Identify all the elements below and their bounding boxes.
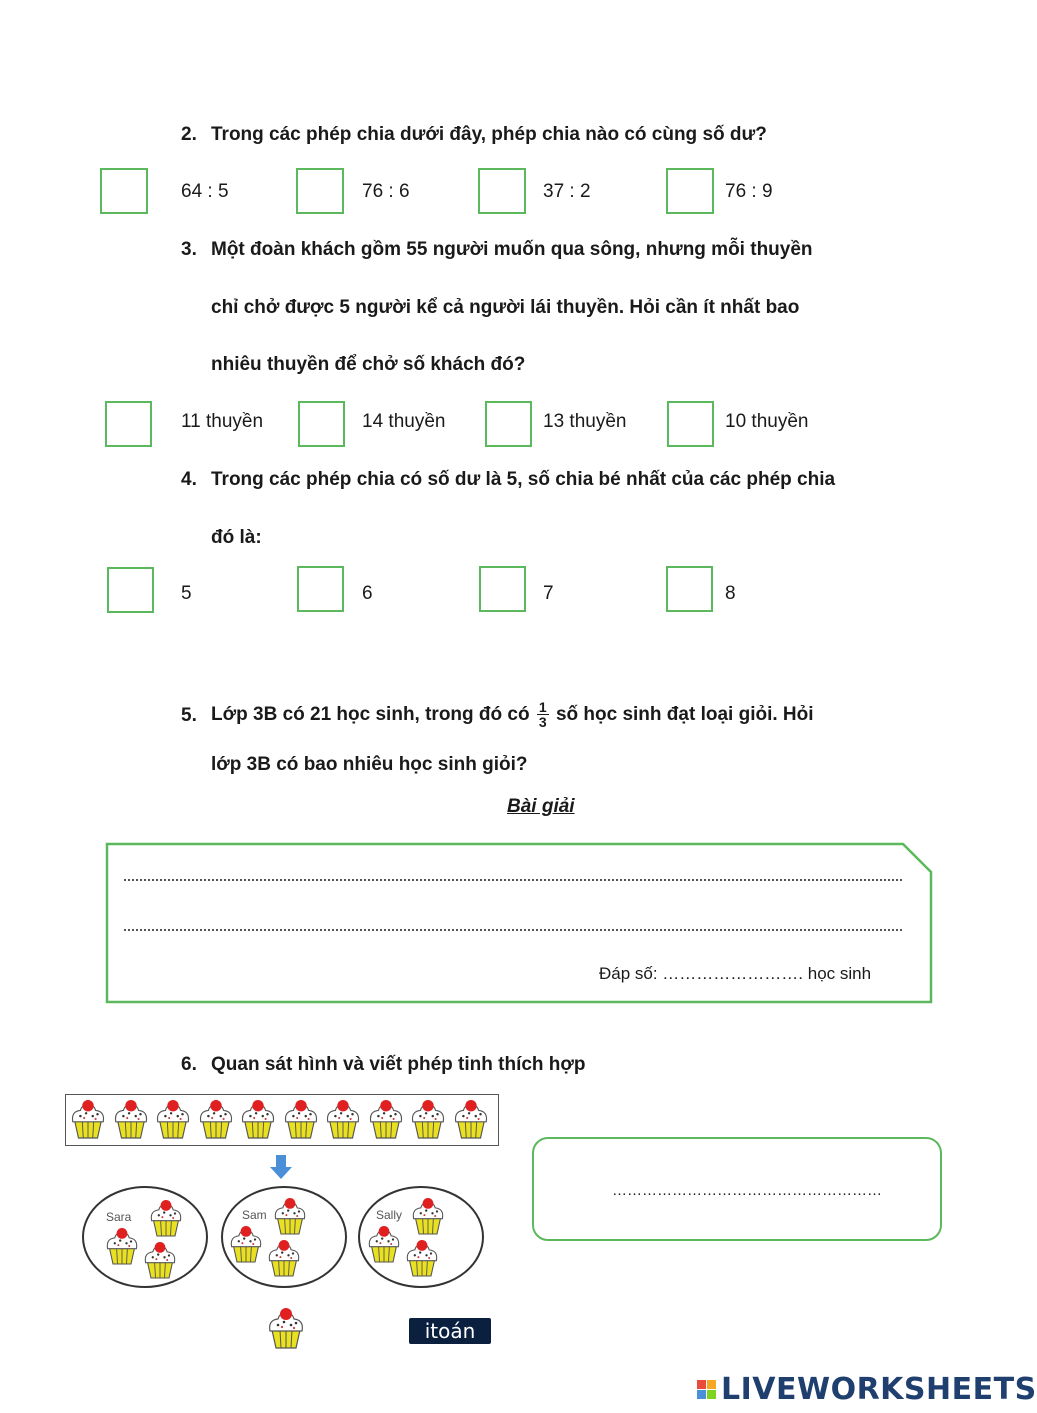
cupcake-icon <box>142 1240 178 1285</box>
cupcake-icon <box>324 1098 362 1145</box>
q2-option-3-label: 37 : 2 <box>543 181 591 202</box>
cupcake-icon <box>228 1224 264 1269</box>
cupcake-icon <box>452 1098 490 1145</box>
q3-option-1-checkbox[interactable] <box>105 401 152 447</box>
cupcake-icon <box>197 1098 235 1145</box>
q5-text-after-fraction: số học sinh đạt loại giỏi. Hỏi <box>555 704 814 725</box>
answer-label: Đáp số: ……………………. học sinh <box>599 964 872 983</box>
q3-option-4-label: 10 thuyền <box>725 411 809 432</box>
fraction-numerator: 1 <box>538 699 547 716</box>
cupcake-icon <box>104 1226 140 1271</box>
q4-option-3-checkbox[interactable] <box>479 566 526 612</box>
cupcake-icon <box>154 1098 192 1145</box>
cupcake-icon <box>272 1196 308 1241</box>
q5-question-line-1 <box>211 693 814 737</box>
group-name-sam: Sam <box>242 1208 267 1222</box>
q3-question-line-1: Một đoàn khách gồm 55 người muốn qua sông, nhưng mỗi thuyền <box>211 239 813 260</box>
q2-option-3-checkbox[interactable] <box>478 168 526 214</box>
q3-number: 3. <box>181 239 197 260</box>
q2-option-2-label: 76 : 6 <box>362 181 410 202</box>
q5-number: 5. <box>181 705 197 726</box>
q4-option-3-label: 7 <box>543 583 554 604</box>
cupcake-icon <box>409 1098 447 1145</box>
solution-line-2[interactable] <box>124 928 902 931</box>
cupcake-icon <box>266 1238 302 1283</box>
cupcake-row <box>65 1094 499 1146</box>
q3-option-3-checkbox[interactable] <box>485 401 532 447</box>
q5-question-line-2: lớp 3B có bao nhiêu học sinh giỏi? <box>211 754 528 775</box>
arrow-down-icon <box>270 1155 292 1179</box>
fraction-one-third <box>537 700 549 729</box>
q2-option-2-checkbox[interactable] <box>296 168 344 214</box>
group-name-sara: Sara <box>106 1210 132 1224</box>
grouped-cupcakes <box>0 0 1 1</box>
q3-option-4-checkbox[interactable] <box>667 401 714 447</box>
q4-number: 4. <box>181 469 197 490</box>
q3-question-line-2: chỉ chở được 5 người kể cả người lái thuyền. Hỏi cần ít nhất bao <box>211 297 800 318</box>
q3-option-3-label: 13 thuyền <box>543 411 627 432</box>
q3-option-1-label: 11 thuyền <box>181 411 264 432</box>
solution-line-1[interactable] <box>124 878 902 881</box>
single-cupcake-icon <box>266 1306 306 1350</box>
cupcake-icon <box>148 1198 184 1243</box>
q2-option-4-label: 76 : 9 <box>725 181 773 202</box>
q6-number: 6. <box>181 1054 197 1075</box>
q3-question-line-3: nhiêu thuyền để chở số khách đó? <box>211 354 526 375</box>
q3-option-2-checkbox[interactable] <box>298 401 345 447</box>
q4-question-line-1: Trong các phép chia có số dư là 5, số chia bé nhất của các phép chia <box>211 469 836 490</box>
q4-option-2-checkbox[interactable] <box>297 566 344 612</box>
q2-option-4-checkbox[interactable] <box>666 168 714 214</box>
q3-option-2-label: 14 thuyền <box>362 411 446 432</box>
q2-question: Trong các phép chia dưới đây, phép chia nào có cùng số dư? <box>211 124 767 145</box>
fraction-denominator: 3 <box>538 714 547 731</box>
q2-option-1-checkbox[interactable] <box>100 168 148 214</box>
liveworksheets-brand: LIVEWORKSHEETS <box>721 1372 1037 1407</box>
cupcake-icon <box>410 1196 446 1241</box>
cupcake-icon <box>282 1098 320 1145</box>
answer-box-dots: ……………………………………………… <box>612 1182 882 1199</box>
cupcake-icon <box>112 1098 150 1145</box>
cupcake-icon <box>366 1224 402 1269</box>
q4-option-4-checkbox[interactable] <box>666 566 713 612</box>
cupcake-icon <box>367 1098 405 1145</box>
group-name-sally: Sally <box>376 1208 403 1222</box>
q5-text-before-fraction: Lớp 3B có 21 học sinh, trong đó có <box>211 704 530 725</box>
itoan-logo: itoán <box>409 1318 491 1344</box>
q4-option-1-checkbox[interactable] <box>107 567 154 613</box>
cupcake-icon <box>239 1098 277 1145</box>
cupcake-icon <box>404 1238 440 1283</box>
q4-option-2-label: 6 <box>362 583 373 604</box>
q4-option-4-label: 8 <box>725 583 736 604</box>
q6-question: Quan sát hình và viết phép tinh thích hợp <box>211 1054 586 1075</box>
q4-option-1-label: 5 <box>181 583 192 604</box>
q2-number: 2. <box>181 124 197 145</box>
q2-option-1-label: 64 : 5 <box>181 181 229 202</box>
cupcake-icon <box>69 1098 107 1145</box>
solution-title: Bài giải <box>507 796 575 817</box>
q4-question-line-2: đó là: <box>211 527 262 548</box>
